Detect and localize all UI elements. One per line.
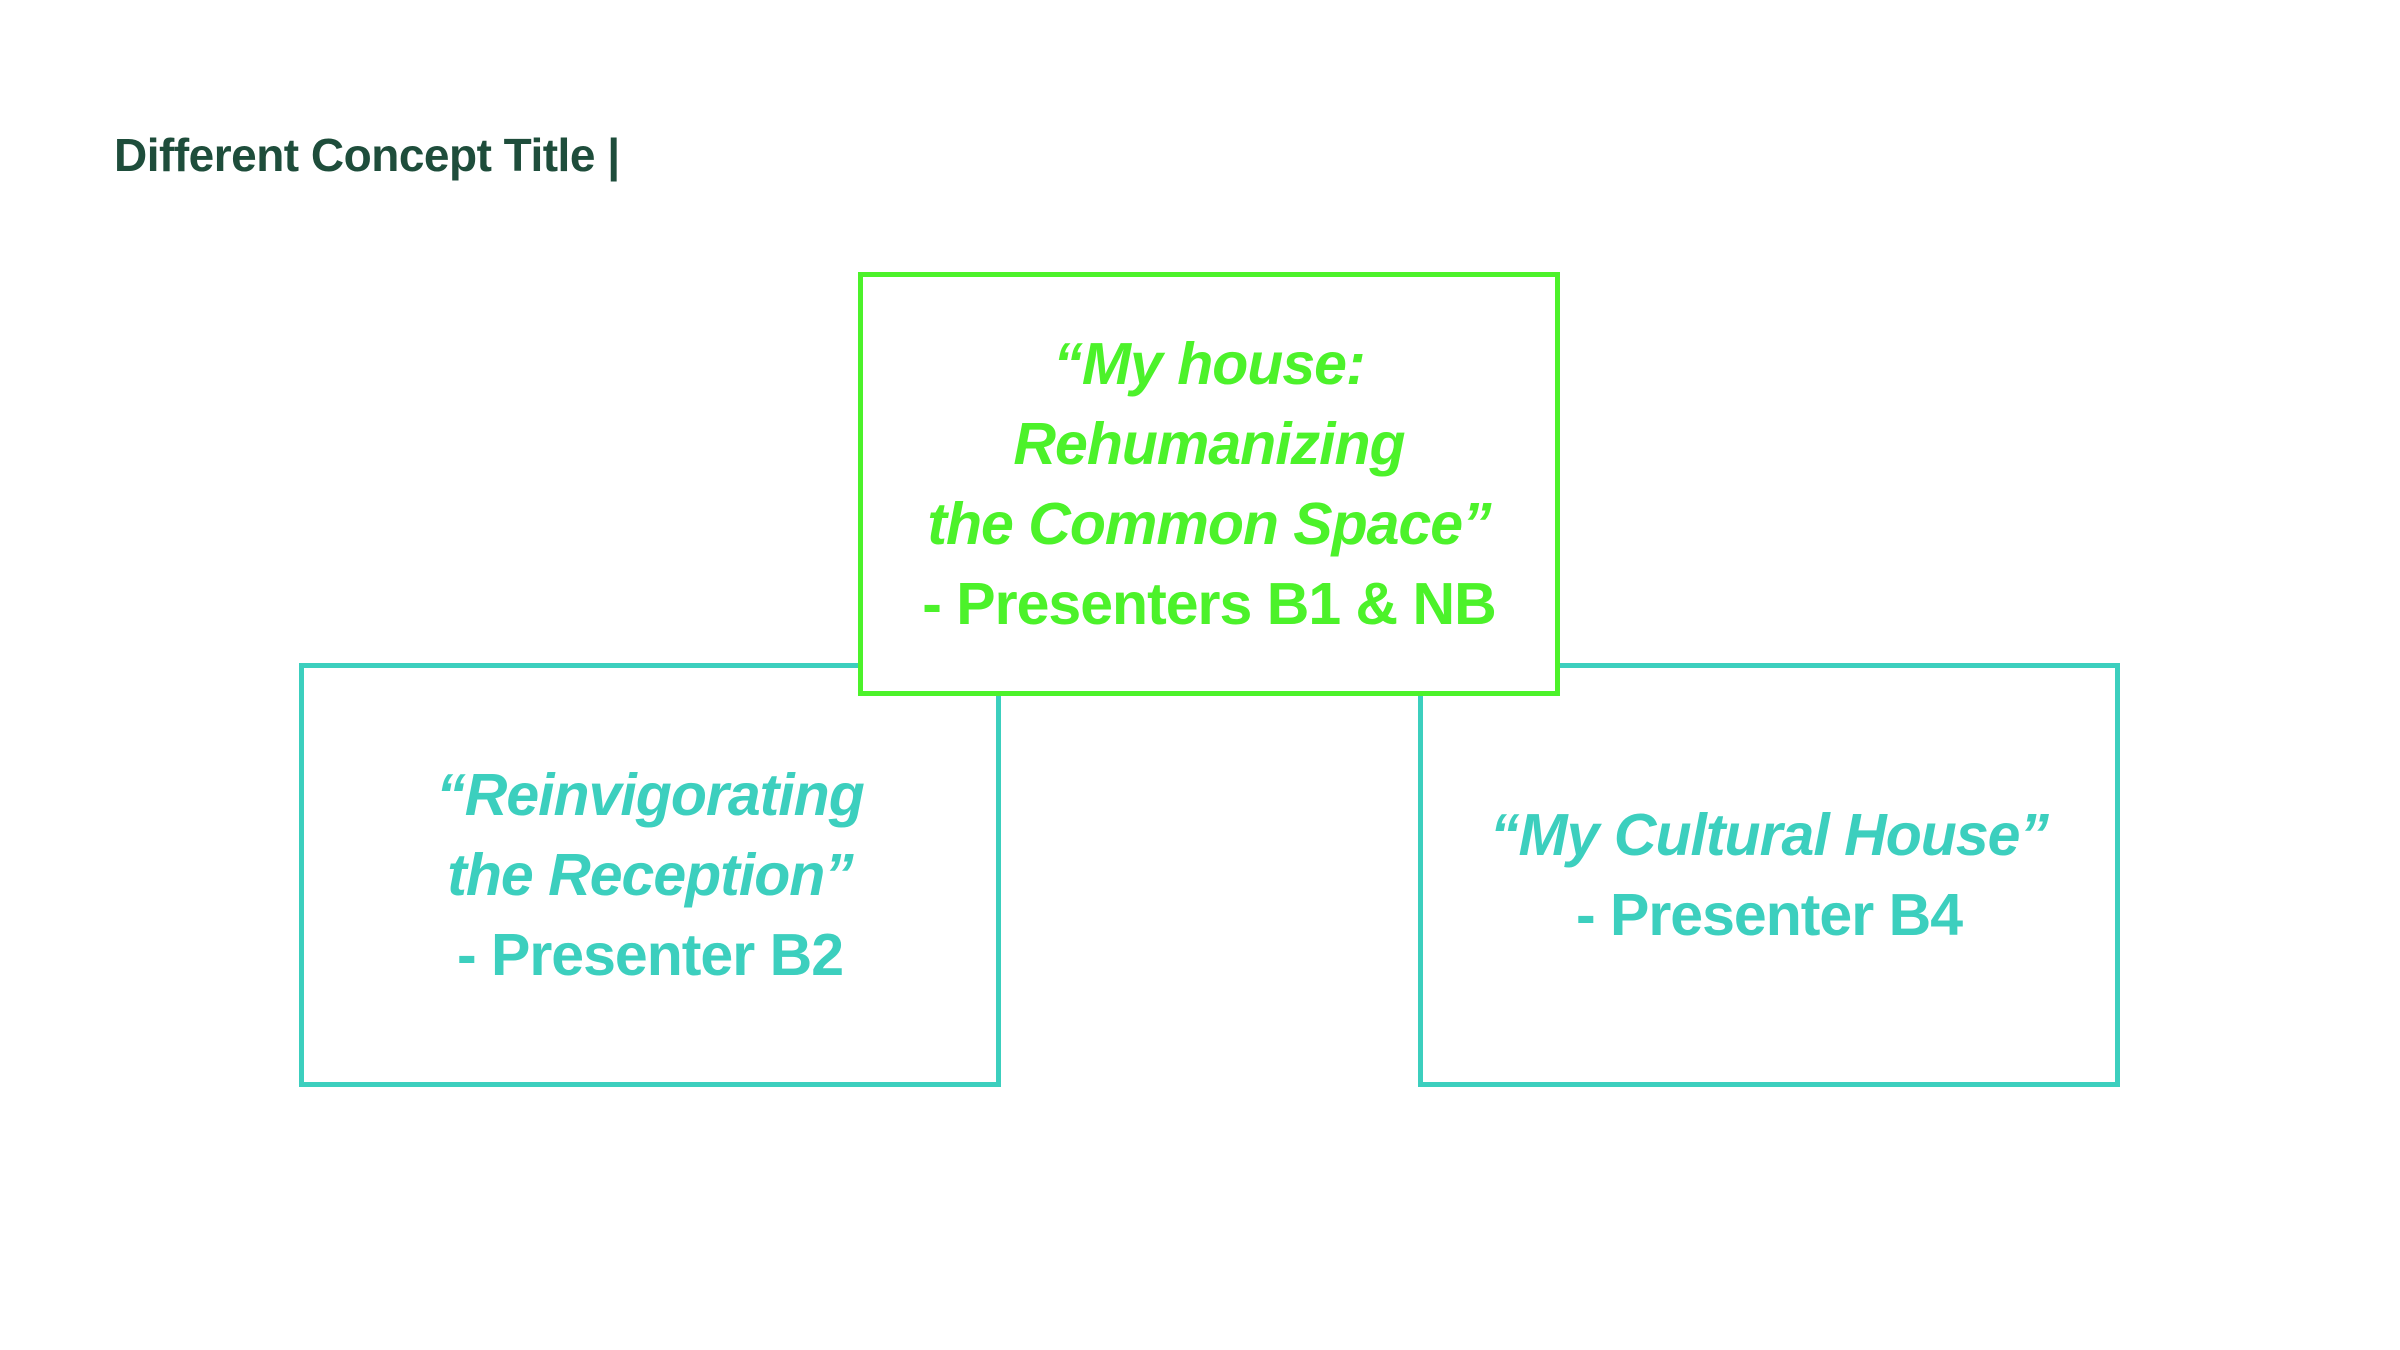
concept-presenter: - Presenter B2	[456, 922, 844, 988]
concept-quote-line: “My house:	[1053, 331, 1365, 397]
concept-presenter: - Presenters B1 & NB	[922, 571, 1496, 637]
concept-quote-line: Rehumanizing	[1013, 411, 1405, 477]
concept-quote-line: “My Cultural House”	[1490, 802, 2048, 868]
concept-box-common-space	[858, 272, 1560, 696]
concept-quote-line: the Reception”	[447, 842, 853, 908]
concept-box-reception	[299, 663, 1001, 1087]
concept-quote-line: the Common Space”	[927, 491, 1491, 557]
concept-box-cultural-house	[1418, 663, 2120, 1087]
slide-title: Different Concept Title |	[114, 129, 620, 181]
concept-presenter: - Presenter B4	[1575, 882, 1963, 948]
concept-quote-line: “Reinvigorating	[436, 762, 864, 828]
